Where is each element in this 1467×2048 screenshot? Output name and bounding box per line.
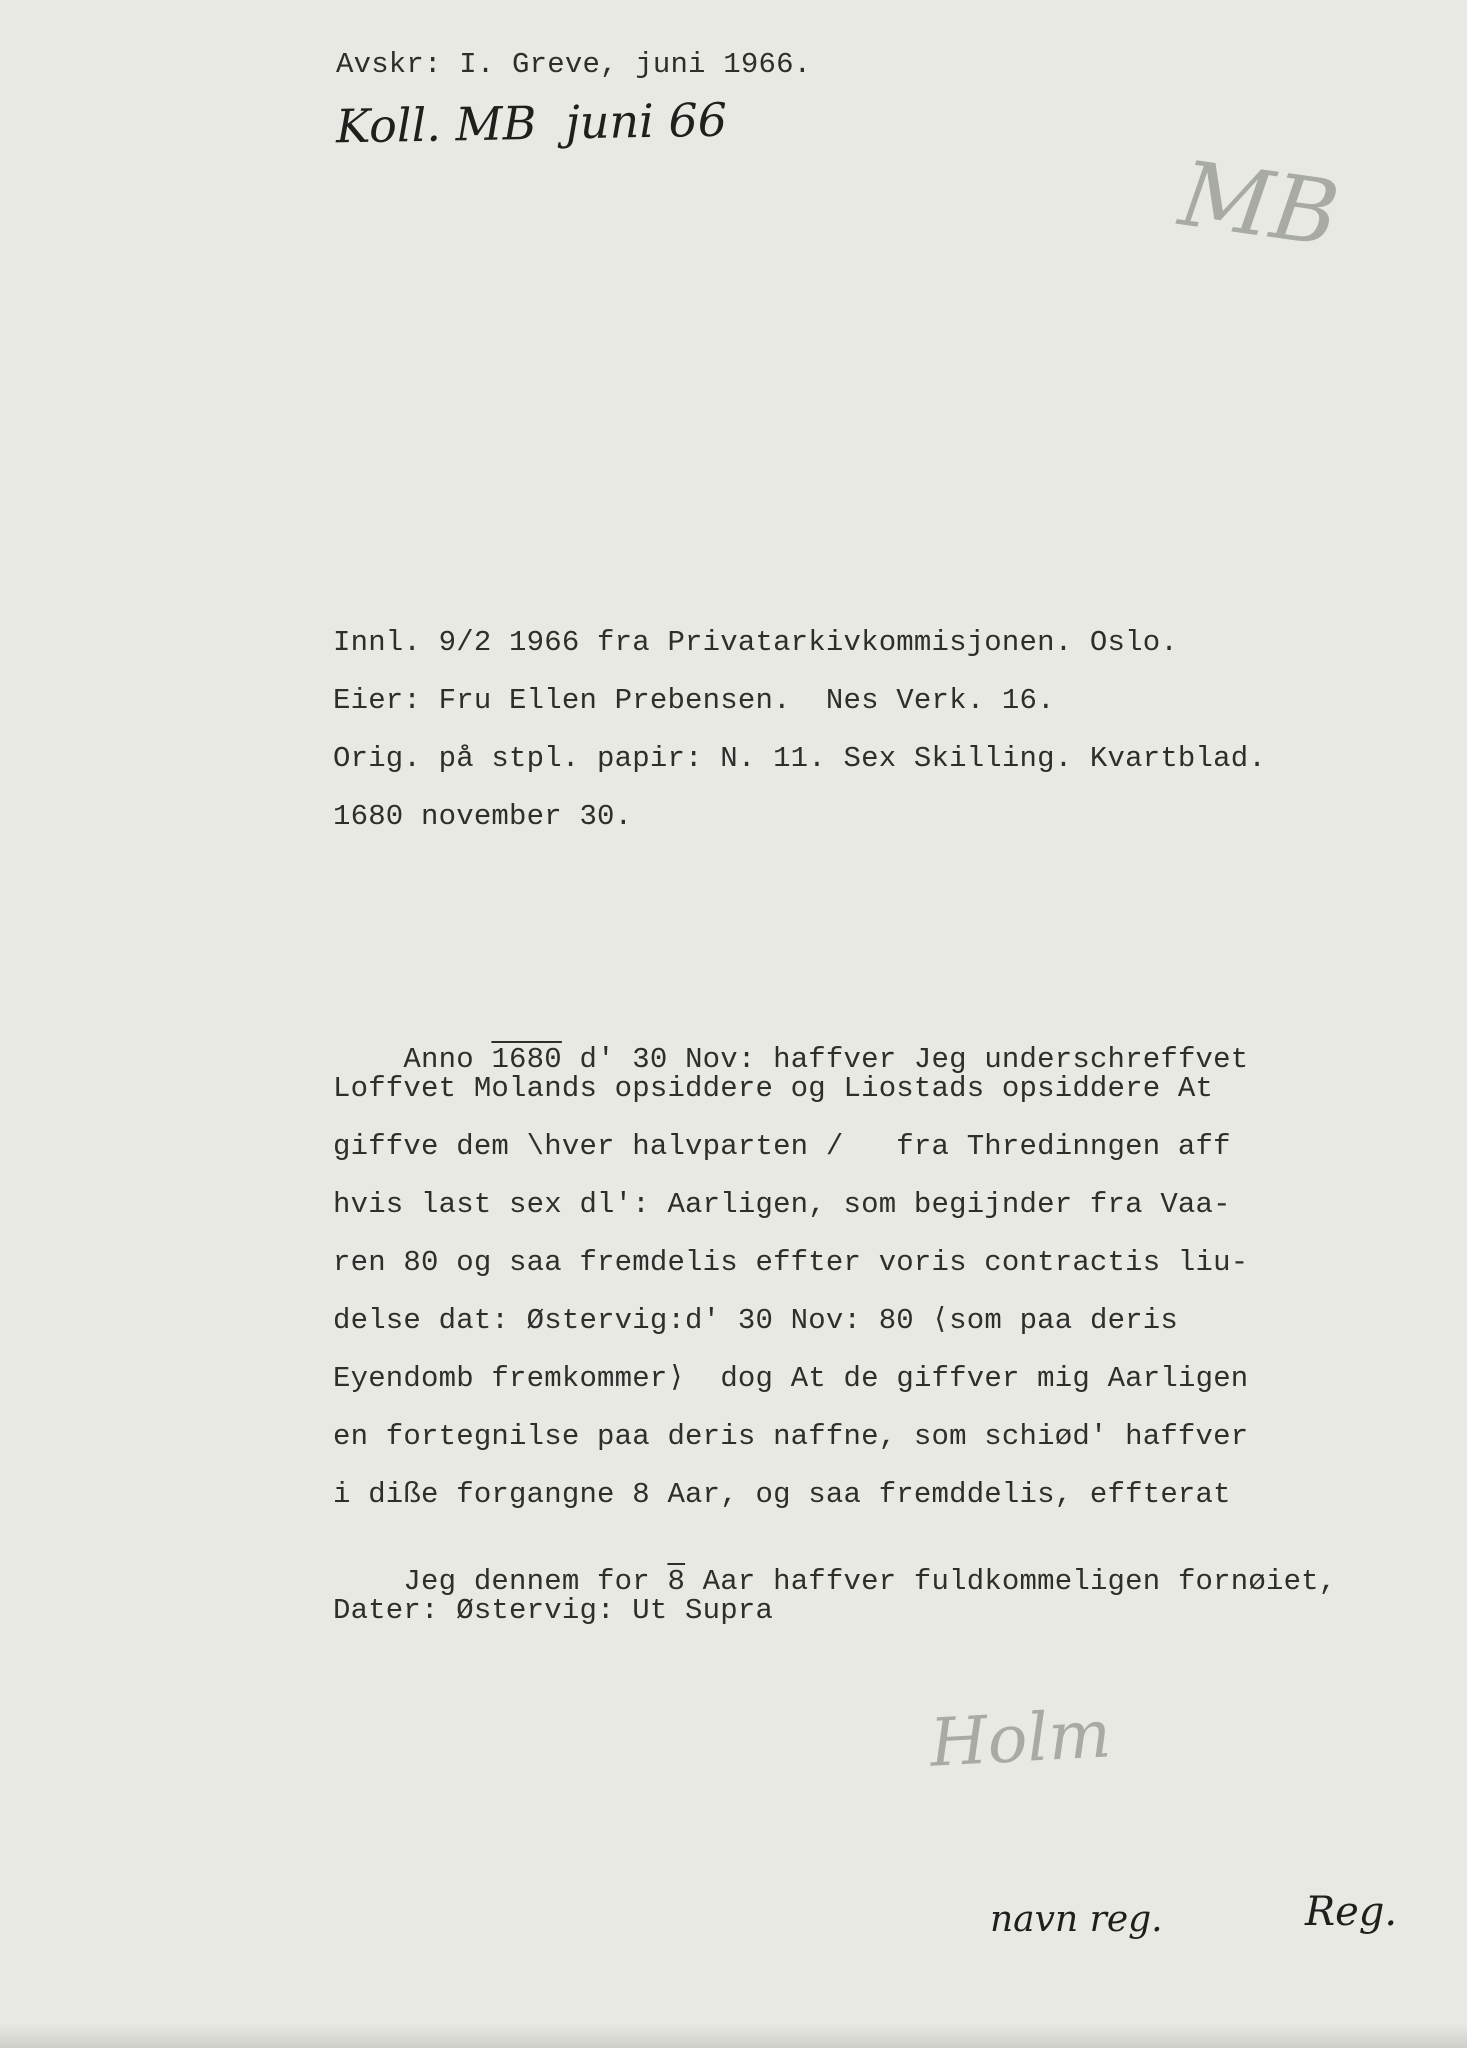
register-note: Reg.	[1305, 1889, 1398, 1935]
page-bottom-edge	[0, 2024, 1467, 2048]
body-line11-rest: Aar haffver fuldkommeligen fornøiet,	[685, 1565, 1337, 1598]
body-eight: 8	[667, 1565, 686, 1598]
name-register-note: navn reg.	[990, 1899, 1163, 1940]
body-line1-rest: d' 30 Nov: haffver Jeg underschreffvet	[561, 1043, 1249, 1076]
body-line11-prefix: Jeg dennem for	[403, 1565, 668, 1598]
body-line: Loffvet Molands opsiddere og Liostads opsiddere At	[333, 1072, 1214, 1105]
metadata-line: Innl. 9/2 1966 fra Privatarkivkommisjonen. Oslo.	[333, 626, 1178, 659]
body-line1-prefix: Anno	[403, 1043, 492, 1076]
body-line: hvis last sex dl': Aarligen, som begijnder fra Vaa-	[333, 1188, 1231, 1221]
metadata-line: 1680 november 30.	[333, 800, 633, 833]
corner-initials: MB	[1173, 141, 1345, 268]
body-year: 1680	[491, 1043, 562, 1076]
metadata-line: Orig. på stpl. papir: N. 11. Sex Skilling. Kvartblad.	[333, 742, 1266, 775]
body-line: giffve dem \hver halvparten / fra Thredinngen aff	[333, 1130, 1231, 1163]
transcriber-line: Avskr: I. Greve, juni 1966.	[336, 48, 812, 81]
metadata-line: Eier: Fru Ellen Prebensen. Nes Verk. 16.	[333, 684, 1055, 717]
handwritten-control-note: Koll. MB juni 66	[335, 92, 728, 154]
closing-line: Dater: Østervig: Ut Supra	[333, 1594, 774, 1627]
body-line: i diße forgangne 8 Aar, og saa fremddelis, effterat	[333, 1478, 1231, 1511]
body-line: delse dat: Østervig:d' 30 Nov: 80 ⟨som paa deris	[333, 1304, 1178, 1337]
body-line: Eyendomb fremkommer⟩ dog At de giffver mig Aarligen	[333, 1362, 1249, 1395]
pencil-signature-sketch: Holm	[928, 1695, 1113, 1782]
body-line: ren 80 og saa fremdelis effter voris contractis liu-	[333, 1246, 1249, 1279]
body-line: en fortegnilse paa deris naffne, som schiød' haffver	[333, 1420, 1249, 1453]
